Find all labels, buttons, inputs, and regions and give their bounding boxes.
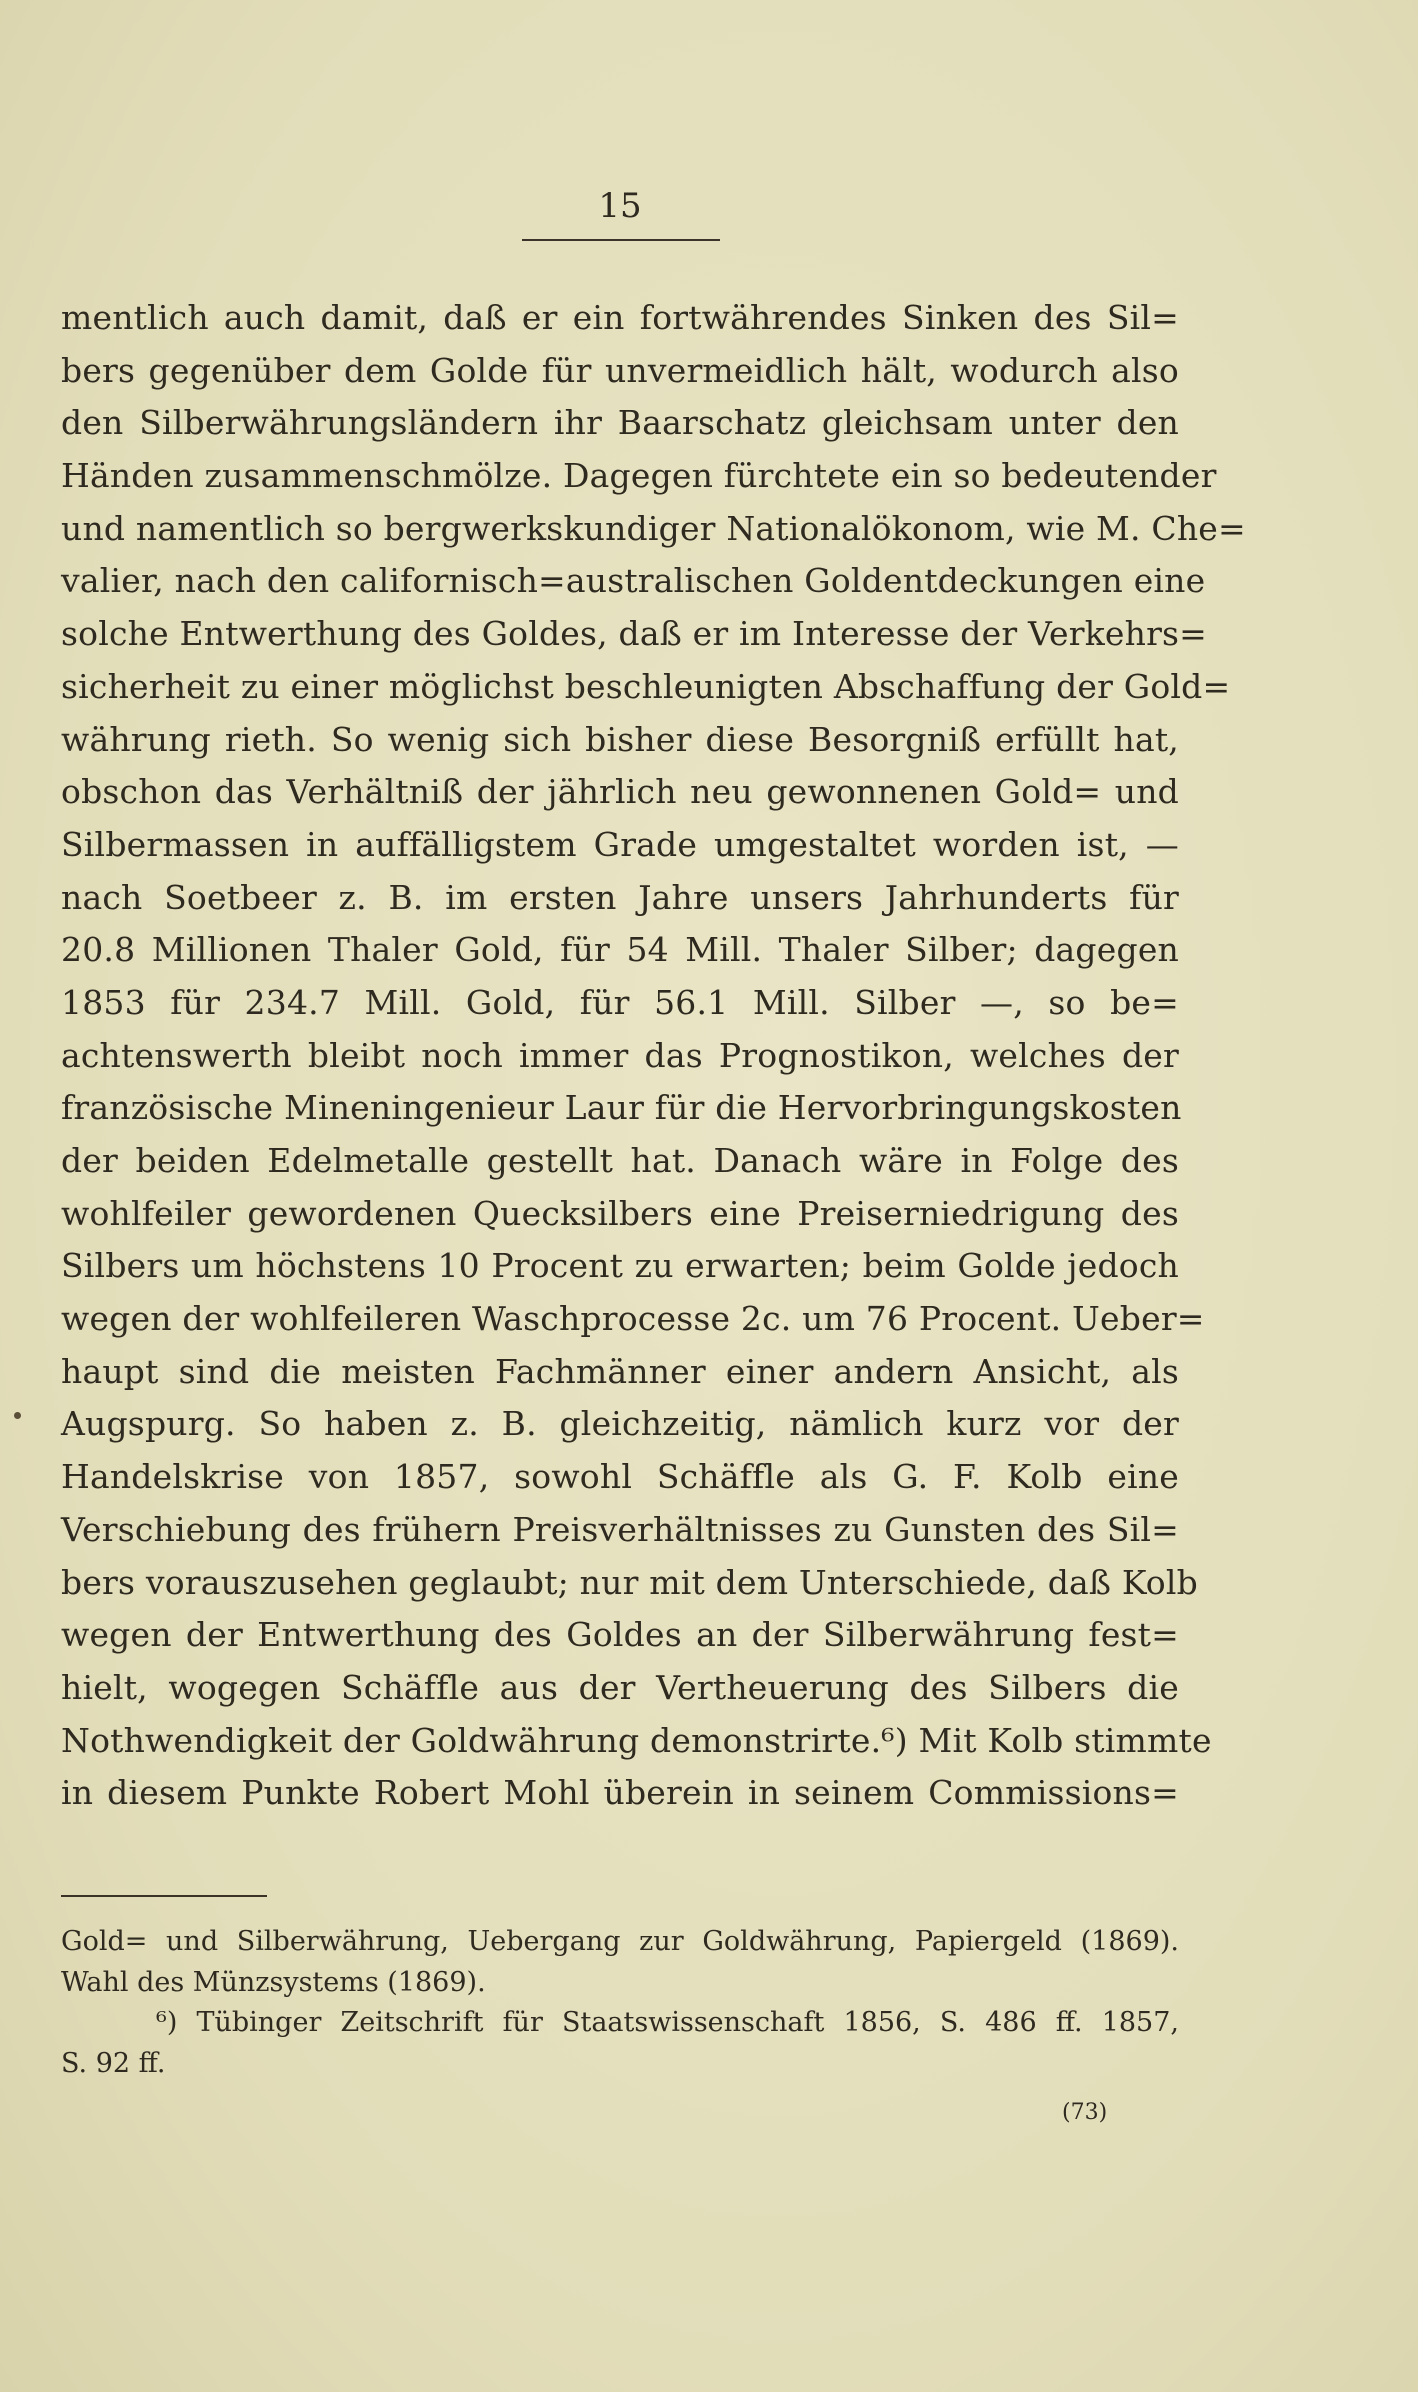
text-line: Augspurg. So haben z. B. gleichzeitig, nämlich kurz vor der [61,1404,1179,1444]
text-line: der beiden Edelmetalle gestellt hat. Danach wäre in Folge des [61,1141,1179,1180]
margin-mark [14,1412,21,1419]
text-line: sicherheit zu einer möglichst beschleunigten Abschaffung der Gold= [61,666,1231,706]
text-line: währung rieth. So wenig sich bisher diese Besorgniß erfüllt hat, [61,719,1179,759]
text-line: 1853 für 234.7 Mill. Gold, für 56.1 Mill. Silber —, so be= [61,982,1179,1022]
text-line: wohlfeiler gewordenen Quecksilbers eine Preiserniedrigung des [61,1193,1179,1233]
text-line: in diesem Punkte Robert Mohl überein in seinem Commissions= [61,1773,1179,1813]
text-line: Händen zusammenschmölze. Dagegen fürchtete ein so bedeutender [61,456,1217,496]
text-line: bers gegenüber dem Golde für unvermeidlich hält, wodurch also [61,350,1179,390]
header-rule [522,239,720,241]
text-line: obschon das Verhältniß der jährlich neu gewonnenen Gold= und [61,772,1179,812]
text-line: 20.8 Millionen Thaler Gold, für 54 Mill. Thaler Silber; dagegen [61,930,1179,970]
text-line: nach Soetbeer z. B. im ersten Jahre unsers Jahrhunderts für [61,877,1179,917]
text-line: Handelskrise von 1857, sowohl Schäffle als G. F. Kolb eine [61,1457,1179,1497]
text-line: achtenswerth bleibt noch immer das Prognostikon, welches der [61,1035,1179,1075]
text-line: wegen der wohlfeileren Waschprocesse 2c. um 76 Procent. Ueber= [61,1299,1205,1339]
footnote-line: Wahl des Münzsystems (1869). [61,1966,486,1998]
text-line: und namentlich so bergwerkskundiger Nationalökonom, wie M. Che= [61,508,1246,548]
footnote-line: Gold= und Silberwährung, Uebergang zur Goldwährung, Papiergeld (1869). [61,1926,1179,1957]
text-line: mentlich auch damit, daß er ein fortwährendes Sinken des Sil= [61,298,1179,337]
text-line: Verschiebung des frühern Preisverhältnisses zu Gunsten des Sil= [61,1509,1179,1549]
text-line: solche Entwerthung des Goldes, daß er im Interesse der Verkehrs= [61,614,1208,654]
text-line: bers vorauszusehen geglaubt; nur mit dem Unterschiede, daß Kolb [61,1562,1198,1602]
text-line: wegen der Entwerthung des Goldes an der Silberwährung fest= [61,1615,1179,1655]
footnote-line: S. 92 ff. [61,2047,166,2079]
footnote-line: ⁶) Tübinger Zeitschrift für Staatswissenschaft 1856, S. 486 ff. 1857, [156,2007,1179,2038]
text-line: Silbermassen in auffälligstem Grade umgestaltet worden ist, — [61,824,1179,864]
text-line: hielt, wogegen Schäffle aus der Vertheuerung des Silbers die [61,1667,1179,1707]
text-line: den Silberwährungsländern ihr Baarschatz gleichsam unter den [61,403,1179,443]
text-line: Silbers um höchstens 10 Procent zu erwarten; beim Golde jedoch [61,1246,1179,1286]
body-text [61,292,1246,1820]
text-line: Nothwendigkeit der Goldwährung demonstrirte.⁶) Mit Kolb stimmte [61,1720,1212,1760]
text-line: valier, nach den californisch=australischen Goldentdeckungen eine [61,561,1206,601]
page-number: 15 [598,186,642,226]
text-line: haupt sind die meisten Fachmänner einer andern Ansicht, als [61,1351,1179,1391]
footnote-rule [61,1895,267,1897]
footnotes [61,1922,1179,2084]
text-line: französische Mineningenieur Laur für die Hervorbringungskosten [61,1088,1182,1128]
signature-mark: (73) [1062,2100,1108,2125]
